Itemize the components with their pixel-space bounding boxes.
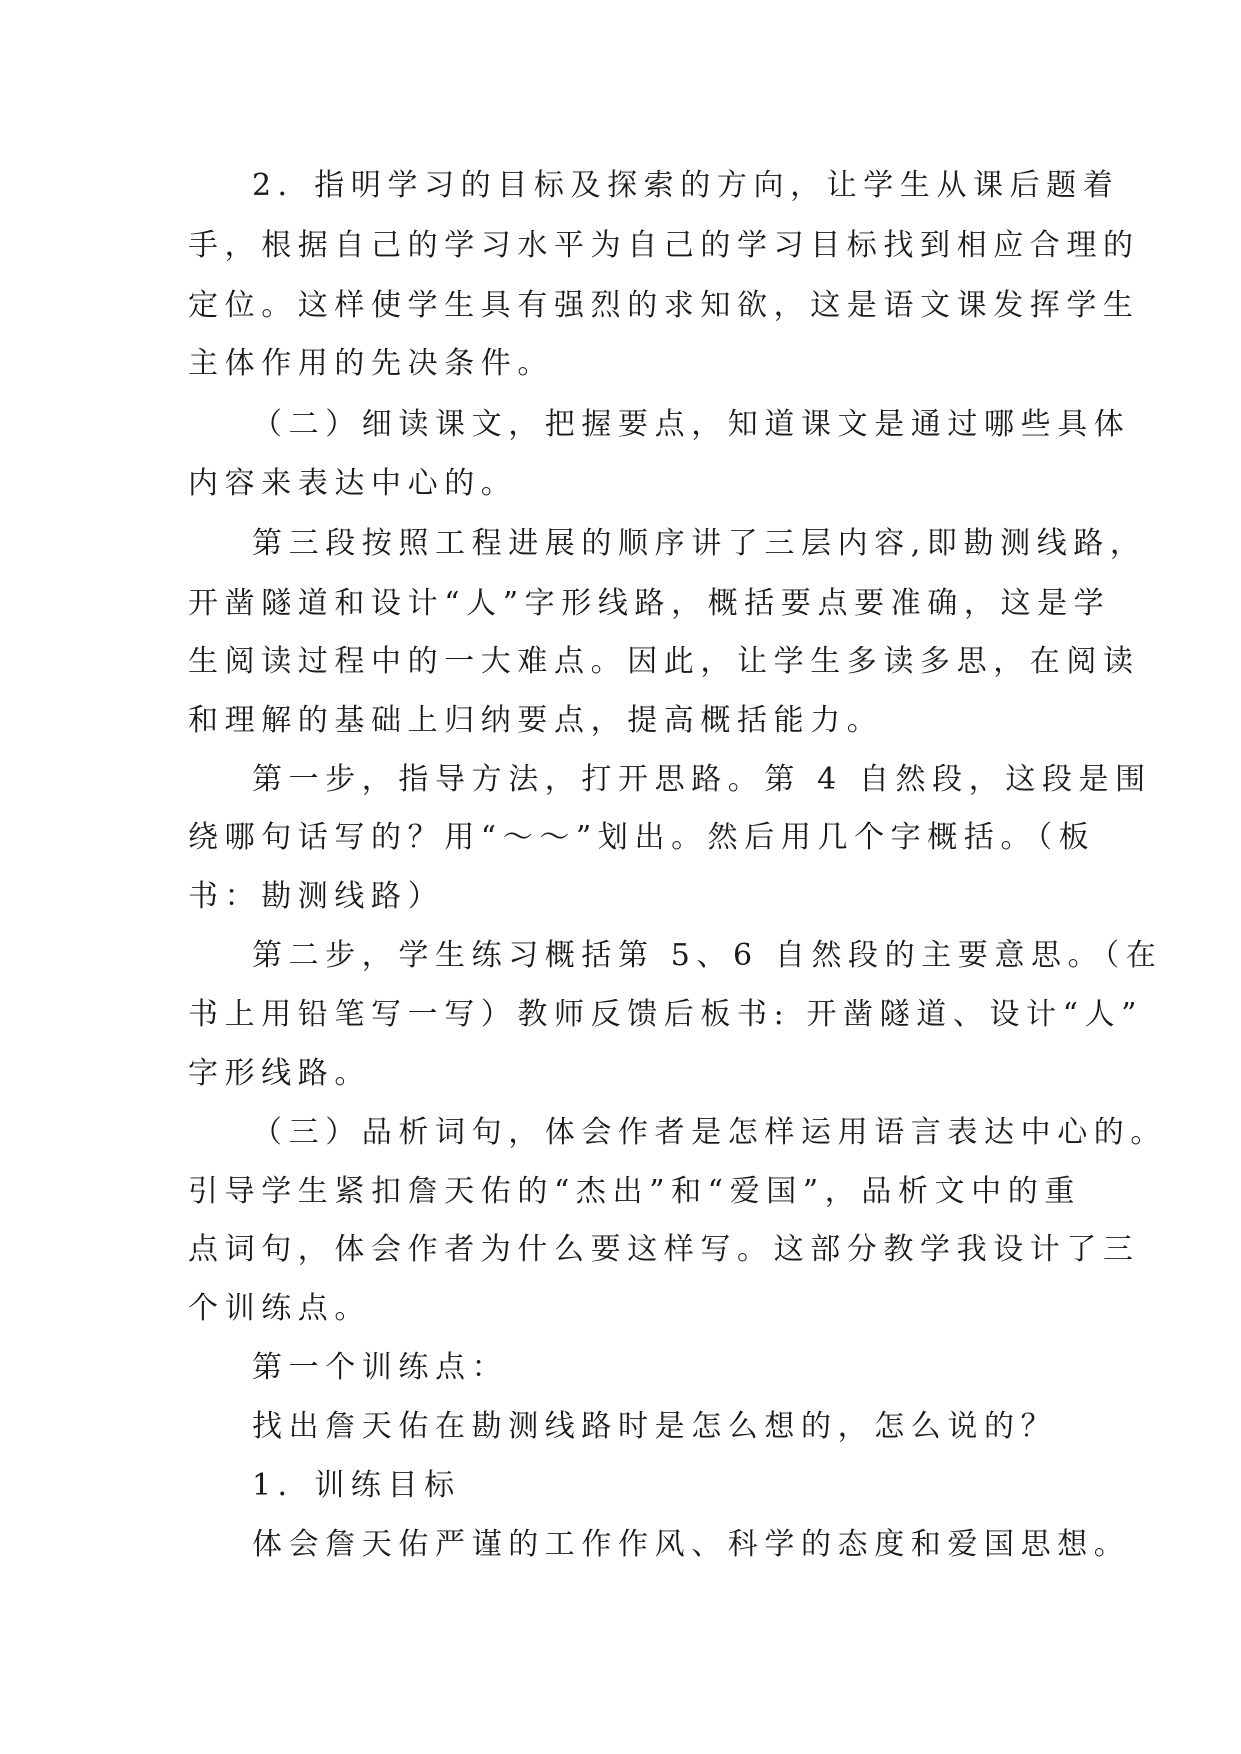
paragraph-line: 找出詹天佑在勘测线路时是怎么想的，怎么说的？ <box>252 1409 1058 1444</box>
paragraph-line: 体会詹天佑严谨的工作作风、科学的态度和爱国思想。 <box>252 1527 1131 1562</box>
paragraph-line: （三）品析词句，体会作者是怎样运用语言表达中心的。 <box>252 1115 1167 1150</box>
paragraph-line: 手，根据自己的学习水平为自己的学习目标找到相应合理的 <box>188 228 1140 263</box>
paragraph-line: 2．指明学习的目标及探索的方向，让学生从课后题着 <box>252 168 1120 203</box>
paragraph-line: 和理解的基础上归纳要点，提高概括能力。 <box>188 703 884 738</box>
paragraph-line: 第二步，学生练习概括第 5、6 自然段的主要意思。（在 <box>252 938 1163 973</box>
paragraph-line: 书：勘测线路） <box>188 879 445 914</box>
paragraph-line: 第三段按照工程进展的顺序讲了三层内容,即勘测线路， <box>252 526 1147 561</box>
paragraph-line: 主体作用的先决条件。 <box>188 346 554 381</box>
paragraph-line: 点词句，体会作者为什么要这样写。这部分教学我设计了三 <box>188 1232 1140 1267</box>
paragraph-line: （二）细读课文，把握要点，知道课文是通过哪些具体 <box>252 407 1131 442</box>
paragraph-line: 定位。这样使学生具有强烈的求知欲，这是语文课发挥学生 <box>188 288 1140 323</box>
paragraph-line: 第一个训练点： <box>252 1350 509 1385</box>
paragraph-line: 内容来表达中心的。 <box>188 466 518 501</box>
paragraph-line: 书上用铅笔写一写）教师反馈后板书: 开凿隧道、设计“人” <box>188 997 1144 1032</box>
paragraph-line: 绕哪句话写的？用“～～”划出。然后用几个字概括。（板 <box>188 820 1096 855</box>
paragraph-line: 字形线路。 <box>188 1056 371 1091</box>
paragraph-line: 个训练点。 <box>188 1291 371 1326</box>
paragraph-line: 开凿隧道和设计“人”字形线路，概括要点要准确，这是学 <box>188 586 1111 621</box>
paragraph-line: 1．训练目标 <box>252 1468 461 1503</box>
paragraph-line: 第一步，指导方法，打开思路。第 4 自然段，这段是围 <box>252 762 1152 797</box>
paragraph-line: 生阅读过程中的一大难点。因此，让学生多读多思，在阅读 <box>188 644 1140 679</box>
paragraph-line: 引导学生紧扣詹天佑的“杰出”和“爱国”，品析文中的重 <box>188 1174 1081 1209</box>
